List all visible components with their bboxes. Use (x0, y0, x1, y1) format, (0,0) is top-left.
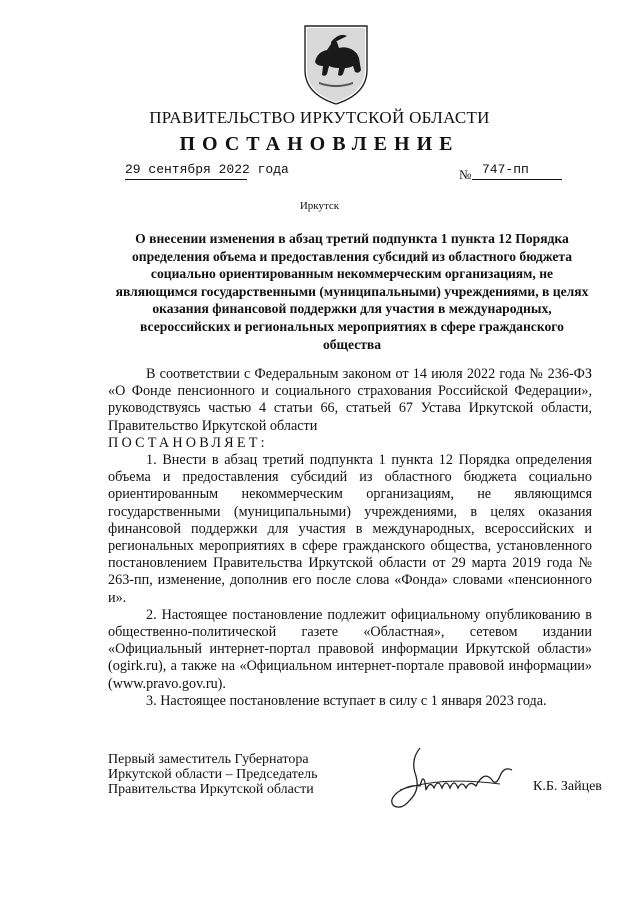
signer-position-line: Иркутской области – Председатель (108, 767, 318, 782)
item-3: 3. Настоящее постановление вступает в силу с 1 января 2023 года. (146, 692, 547, 709)
signer-position-line: Первый заместитель Губернатора (108, 752, 309, 767)
signer-position-line: Правительства Иркутской области (108, 782, 314, 797)
document-body (108, 366, 592, 710)
government-name: ПРАВИТЕЛЬСТВО ИРКУТСКОЙ ОБЛАСТИ (149, 108, 490, 127)
item-1: 1. Внести в абзац третий подпункта 1 пункта 12 Порядка определения объема и предоставления субсидий из областного бюджета социально ориентированным некоммерческим организациям, не являющимся государственными (муниципальными) учреждениями, в целях оказания финансовой поддержки для участия в международных, всероссийских и региональных мероприятиях в сфере гражданского общества, установленного постановлением Правительства Иркутской области от 29 марта 2019 года № 263-пп, изменение, дополнив его после слова «Фонда» словами «пенсионного и». (108, 452, 592, 606)
signer-name: К.Б. Зайцев (533, 779, 602, 794)
preamble: В соответствии с Федеральным законом от 14 июля 2022 года № 236-ФЗ «О Фонде пенсионного и социального страхования Российской Федерации», руководствуясь частью 4 статьи 66, статьей 67 Устава Иркутской области, Правительство Иркутской области (108, 366, 592, 434)
document-type: ПОСТАНОВЛЕНИЕ (179, 133, 460, 155)
handwritten-signature (380, 740, 530, 820)
document-title: О внесении изменения в абзац третий подпункта 1 пункта 12 Порядка определения объема и предоставления субсидий из областного бюджета социально ориентированным некоммерческим организациям, не являющимся государственными (муниципальными) учреждениями, в целях оказания финансовой поддержки для участия в международных, всероссийских и региональных мероприятиях в сфере гражданского общества (115, 231, 589, 352)
coat-of-arms-icon (301, 22, 371, 106)
resolution-verb: ПОСТАНОВЛЯЕТ: (108, 434, 268, 451)
document-number: 747-пп (472, 162, 562, 180)
document-date: 29 сентября 2022 года (125, 162, 247, 180)
number-sign: № (459, 167, 472, 182)
item-2: 2. Настоящее постановление подлежит официальному опубликованию в общественно-политической газете «Областная», сетевом издании «Официальный интернет-портал правовой информации Иркутской области» (ogirk.ru), а также на «Официальном интернет-портале правовой информации» (www.pravo.gov.ru). (108, 606, 592, 692)
signer-position (108, 752, 358, 797)
city: Иркутск (299, 200, 340, 212)
